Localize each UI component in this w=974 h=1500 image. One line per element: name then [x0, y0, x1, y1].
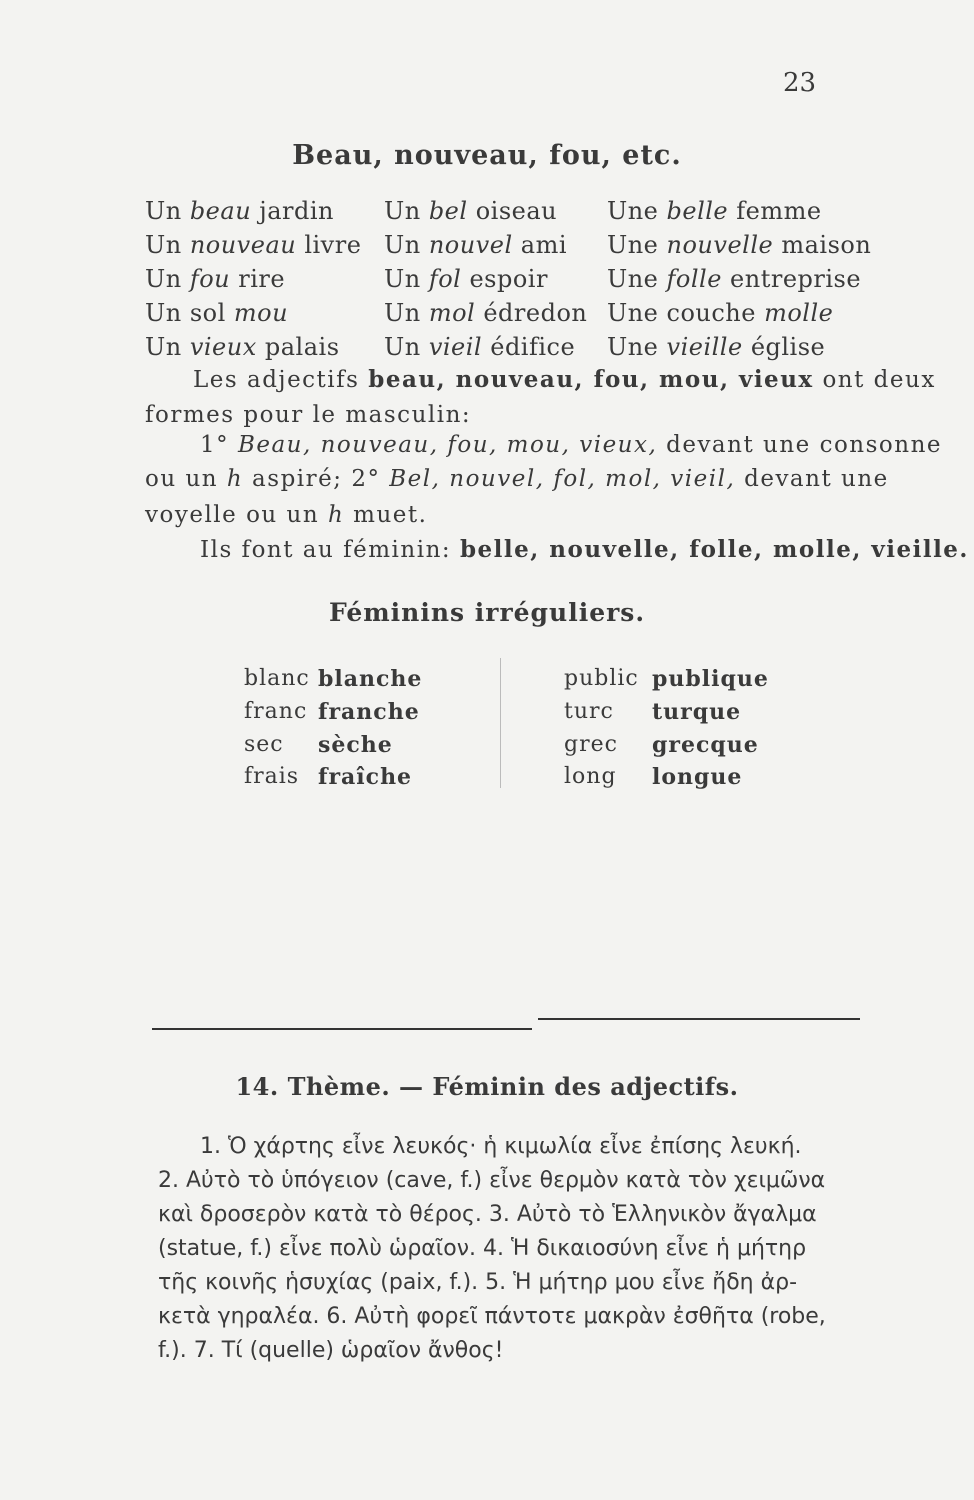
text-run: beau — [189, 197, 252, 225]
text-run: Un — [384, 333, 429, 361]
text-run: bel — [428, 197, 468, 225]
exercise-line: (statue, f.) εἶνε πολὺ ὡραῖον. 4. Ἡ δικαιοσύνη εἶνε ἡ μήτηρ — [158, 1236, 807, 1261]
text-run: mou — [233, 299, 289, 327]
text-run: jardin — [251, 197, 335, 225]
exercise-line: κετὰ γηραλέα. 6. Αὐτὴ φορεῖ πάντοτε μακρὰν ἐσθῆτα (robe, — [158, 1304, 826, 1329]
horizontal-rule-left — [152, 1028, 532, 1030]
exercise-line: 1. Ὁ χάρτης εἶνε λευκός· ἡ κιμωλία εἶνε ἐπίσης λευκή. — [200, 1134, 802, 1159]
subsection-title: Féminins irréguliers. — [328, 598, 646, 627]
feminine-form: longue — [652, 764, 743, 790]
masculine-form: turc — [564, 699, 614, 724]
text-run: Beau, nouveau, fou, mou, vieux, — [237, 432, 658, 458]
feminine-form: turque — [652, 699, 742, 725]
exercise-title: 14. Thème. — Féminin des adjectifs. — [235, 1072, 739, 1101]
text-run: espoir — [461, 265, 548, 293]
table-cell — [607, 197, 822, 225]
masculine-form: long — [564, 764, 617, 789]
text-run: molle — [764, 299, 834, 327]
masculine-form: sec — [244, 732, 284, 757]
horizontal-rule-right — [538, 1018, 860, 1020]
text-run: Les adjectifs — [193, 367, 369, 393]
text-run: beau, nouveau, fou, mou, vieux — [368, 366, 814, 393]
text-run: ont deux — [813, 367, 936, 393]
text-run: belle, nouvelle, folle, molle, vieille. — [459, 536, 969, 563]
table-cell — [607, 265, 861, 293]
exercise-line: 2. Αὐτὸ τὸ ὑπόγειον (cave, f.) εἶνε θερμὸν κατὰ τὸν χειμῶνα — [158, 1168, 826, 1193]
text-run: Un — [384, 299, 429, 327]
feminine-form: publique — [652, 666, 769, 692]
text-run: h — [226, 466, 244, 492]
text-run: formes pour le masculin: — [145, 402, 472, 428]
text-run: Une couche — [607, 299, 765, 327]
table-cell — [145, 299, 288, 327]
masculine-form: frais — [244, 764, 300, 789]
text-run: Un — [384, 265, 429, 293]
table-cell — [607, 333, 825, 361]
text-run: vieil — [428, 333, 483, 361]
text-run: Une — [607, 197, 667, 225]
text-run: Un — [145, 265, 190, 293]
text-run: belle — [666, 197, 729, 225]
text-run: rire — [230, 265, 286, 293]
text-run: fol — [428, 265, 462, 293]
table-cell — [384, 265, 548, 293]
text-run: vieux — [189, 333, 257, 361]
text-run: fou — [189, 265, 231, 293]
masculine-form: public — [564, 666, 639, 691]
text-run: entreprise — [721, 265, 862, 293]
text-run: Un sol — [145, 299, 234, 327]
paragraph-line — [193, 366, 936, 393]
text-run: livre — [296, 231, 362, 259]
text-run: Un — [384, 197, 429, 225]
paragraph-line — [145, 502, 427, 528]
text-run: maison — [773, 231, 872, 259]
text-run: oiseau — [467, 197, 558, 225]
text-run: femme — [728, 197, 822, 225]
table-cell — [145, 231, 361, 259]
table-cell — [384, 197, 557, 225]
text-run: nouvel — [428, 231, 513, 259]
text-run: vieille — [666, 333, 743, 361]
text-run: voyelle ou un — [145, 502, 328, 528]
text-run: devant une consonne — [657, 432, 942, 458]
exercise-line: f.). 7. Τί (quelle) ὡραῖον ἄνθος! — [158, 1338, 504, 1363]
column-divider — [500, 658, 501, 788]
paragraph-line — [200, 432, 942, 458]
text-run: Bel, nouvel, fol, mol, vieil, — [389, 466, 736, 492]
text-run: Une — [607, 265, 667, 293]
text-run: ou un — [145, 466, 227, 492]
table-cell — [384, 333, 575, 361]
masculine-form: blanc — [244, 666, 310, 691]
text-run: édifice — [482, 333, 576, 361]
table-cell — [607, 231, 871, 259]
table-cell — [384, 231, 567, 259]
table-cell — [145, 197, 334, 225]
text-run: Une — [607, 333, 667, 361]
exercise-line: τῆς κοινῆς ἡσυχίας (paix, f.). 5. Ἡ μήτηρ μου εἶνε ἤδη ἀρ- — [158, 1270, 798, 1295]
feminine-form: grecque — [652, 732, 759, 758]
text-run: folle — [666, 265, 722, 293]
feminine-form: sèche — [318, 732, 393, 758]
exercise-line: καὶ δροσερὸν κατὰ τὸ θέρος. 3. Αὐτὸ τὸ Ἑλληνικὸν ἄγαλμα — [158, 1202, 817, 1227]
section-title: Beau, nouveau, fou, etc. — [292, 140, 682, 171]
text-run: nouvelle — [666, 231, 774, 259]
paragraph-line — [145, 466, 889, 492]
text-run: h — [328, 502, 345, 528]
text-run: ami — [512, 231, 567, 259]
table-cell — [384, 299, 587, 327]
paragraph-line — [200, 536, 969, 563]
text-run: Une — [607, 231, 667, 259]
text-run: nouveau — [189, 231, 297, 259]
text-run: Un — [384, 231, 429, 259]
text-run: édredon — [475, 299, 588, 327]
text-run: mol — [428, 299, 476, 327]
text-run: Ils font au féminin: — [200, 537, 460, 563]
table-cell — [607, 299, 833, 327]
text-run: église — [742, 333, 826, 361]
feminine-form: blanche — [318, 666, 423, 692]
page-number: 23 — [783, 68, 817, 98]
table-cell — [145, 265, 285, 293]
masculine-form: grec — [564, 732, 618, 757]
text-run: aspiré; 2° — [243, 466, 390, 492]
text-run: devant une — [735, 466, 889, 492]
text-run: Un — [145, 231, 190, 259]
text-run: palais — [256, 333, 340, 361]
text-run: 1° — [200, 432, 238, 458]
paragraph-line — [145, 402, 471, 428]
table-cell — [145, 333, 340, 361]
feminine-form: fraîche — [318, 764, 413, 790]
text-run: muet. — [344, 502, 428, 528]
text-run: Un — [145, 333, 190, 361]
text-run: Un — [145, 197, 190, 225]
masculine-form: franc — [244, 699, 308, 724]
feminine-form: franche — [318, 699, 420, 725]
